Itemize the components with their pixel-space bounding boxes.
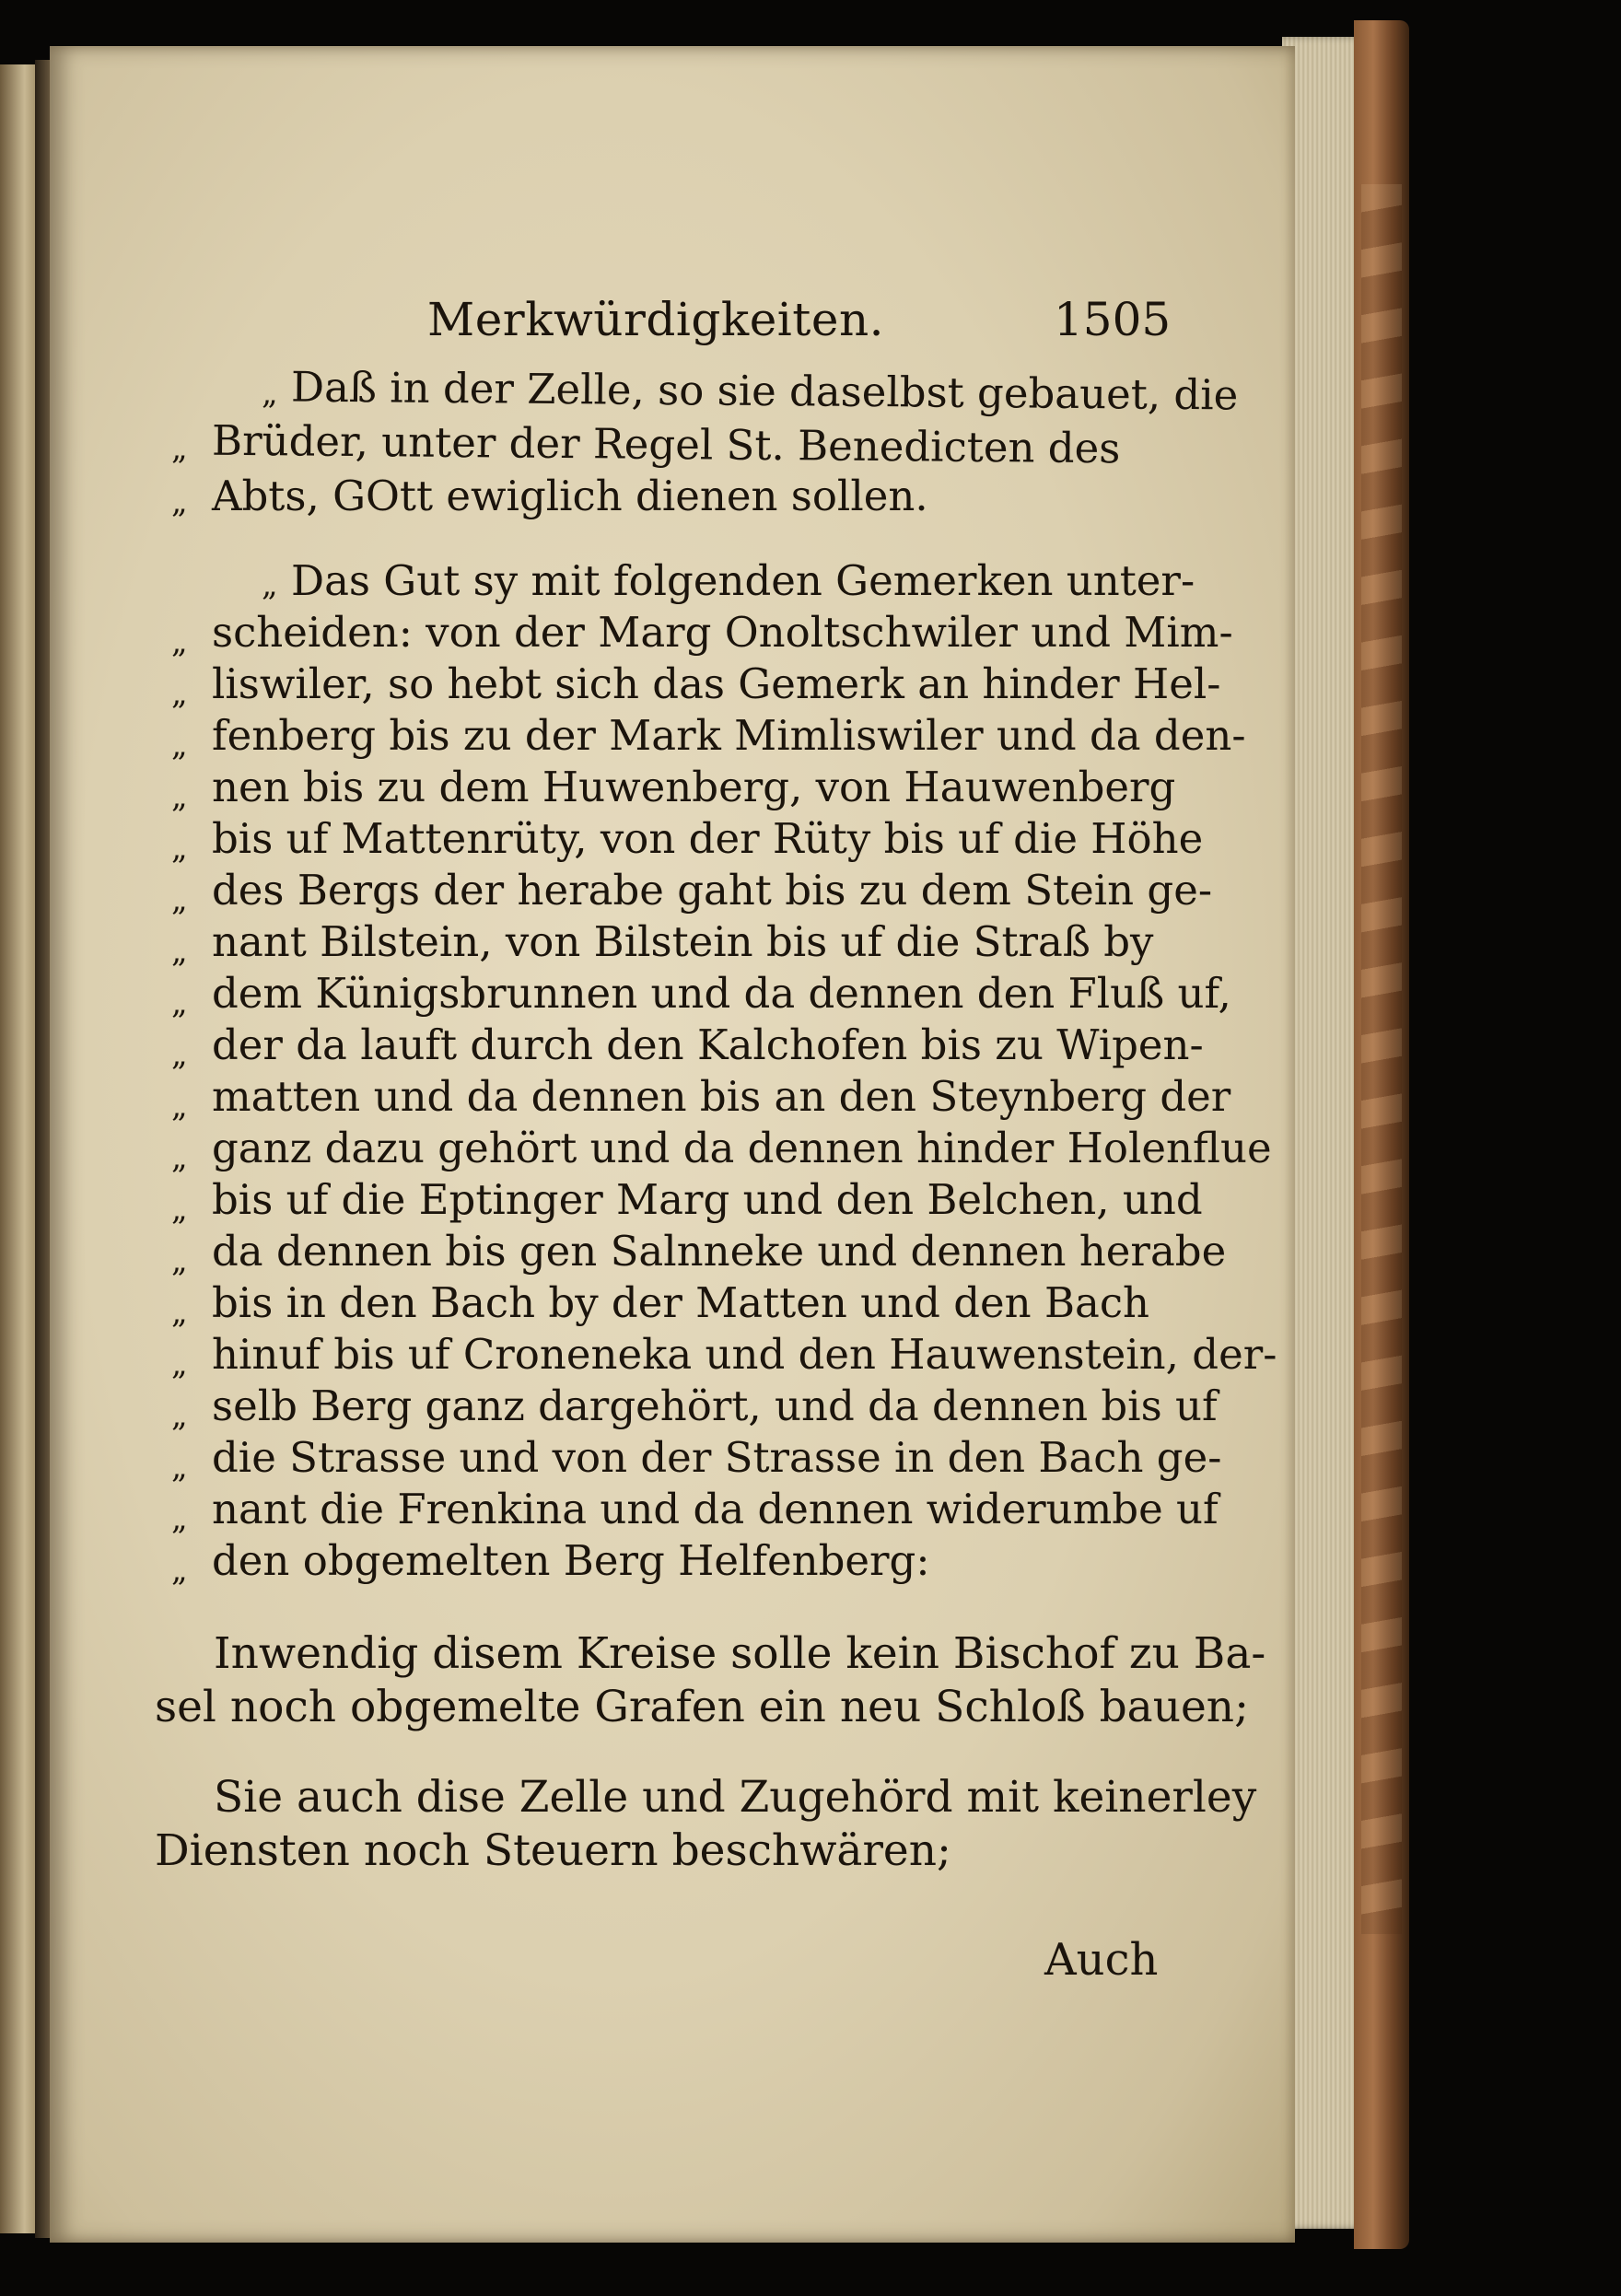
page-text xyxy=(50,46,1295,2243)
text-line: scheiden: von der Marg Onoltschwiler und Mim- xyxy=(212,608,1233,657)
quote-marker: „ xyxy=(171,484,188,520)
quote-marker: „ xyxy=(171,1294,188,1331)
quote-marker: „ xyxy=(171,624,188,660)
text-line: die Strasse und von der Strasse in den Bach ge- xyxy=(212,1433,1222,1482)
text-line: Inwendig disem Kreise solle kein Bischof zu Ba- xyxy=(214,1628,1266,1679)
quote-marker: „ xyxy=(171,675,188,712)
text-line: sel noch obgemelte Grafen ein neu Schloß bauen; xyxy=(155,1682,1249,1732)
quote-marker: „ xyxy=(171,933,188,970)
quote-marker: „ xyxy=(171,1088,188,1125)
quote-marker: „ xyxy=(171,1552,188,1589)
text-line: fenberg bis zu der Mark Mimliswiler und da den- xyxy=(212,711,1246,760)
quote-marker: „ xyxy=(171,778,188,815)
text-line: nant die Frenkina und da dennen widerumbe uf xyxy=(212,1485,1219,1533)
quote-marker: „ xyxy=(171,727,188,763)
quote-marker: „ xyxy=(171,1139,188,1176)
text-line: des Bergs der herabe gaht bis zu dem Stein ge- xyxy=(212,866,1213,915)
text-line: dem Künigsbrunnen und da dennen den Fluß uf, xyxy=(212,969,1231,1018)
text-line: bis uf die Eptinger Marg und den Belchen, und xyxy=(212,1175,1203,1224)
quote-marker: „ xyxy=(171,1191,188,1228)
text-line: der da lauft durch den Kalchofen bis zu Wipen- xyxy=(212,1020,1204,1069)
text-line: Daß in der Zelle, so sie daselbst gebauet, die xyxy=(290,362,1239,420)
quote-marker: „ xyxy=(171,430,188,467)
text-line: nen bis zu dem Huwenberg, von Hauwenberg xyxy=(212,763,1176,811)
text-line: Abts, GOtt ewiglich dienen sollen. xyxy=(212,472,928,520)
text-line: selb Berg ganz dargehört, und da dennen bis uf xyxy=(212,1381,1218,1430)
quote-marker: „ xyxy=(171,1397,188,1434)
quote-marker: „ xyxy=(262,566,278,603)
quote-marker: „ xyxy=(171,1449,188,1486)
text-line: Das Gut sy mit folgenden Gemerken unter- xyxy=(291,556,1195,605)
cover-texture xyxy=(1361,184,1402,1934)
text-line: da dennen bis gen Salnneke und dennen herabe xyxy=(212,1227,1227,1276)
quote-marker: „ xyxy=(262,375,278,412)
quote-marker: „ xyxy=(171,1346,188,1382)
text-line: nant Bilstein, von Bilstein bis uf die Straß by xyxy=(212,917,1154,966)
text-line: matten und da dennen bis an den Steynberg der xyxy=(212,1072,1231,1121)
text-line: Sie auch dise Zelle und Zugehörd mit keinerley xyxy=(214,1772,1257,1823)
text-line: ganz dazu gehört und da dennen hinder Holenflue xyxy=(212,1124,1272,1172)
text-line: hinuf bis uf Croneneka und den Hauwenstein, der- xyxy=(212,1330,1277,1379)
running-head: Merkwürdigkeiten. xyxy=(427,293,885,346)
quote-marker: „ xyxy=(171,985,188,1021)
quote-marker: „ xyxy=(171,1242,188,1279)
facing-page-edge xyxy=(0,64,35,2233)
text-line: den obgemelten Berg Helfenberg: xyxy=(212,1536,930,1585)
quote-marker: „ xyxy=(171,1500,188,1537)
page-number: 1505 xyxy=(1054,293,1172,346)
quote-marker: „ xyxy=(171,830,188,867)
quote-marker: „ xyxy=(171,1036,188,1073)
catchword: Auch xyxy=(1044,1934,1159,1986)
text-line: bis uf Mattenrüty, von der Rüty bis uf die Höhe xyxy=(212,814,1204,863)
quote-marker: „ xyxy=(171,881,188,918)
text-line: Brüder, unter der Regel St. Benedicten des xyxy=(211,415,1121,473)
text-line: bis in den Bach by der Matten und den Bach xyxy=(212,1278,1150,1327)
book-page xyxy=(50,46,1295,2243)
text-line: Diensten noch Steuern beschwären; xyxy=(155,1825,951,1876)
text-line: liswiler, so hebt sich das Gemerk an hinder Hel- xyxy=(212,659,1221,708)
